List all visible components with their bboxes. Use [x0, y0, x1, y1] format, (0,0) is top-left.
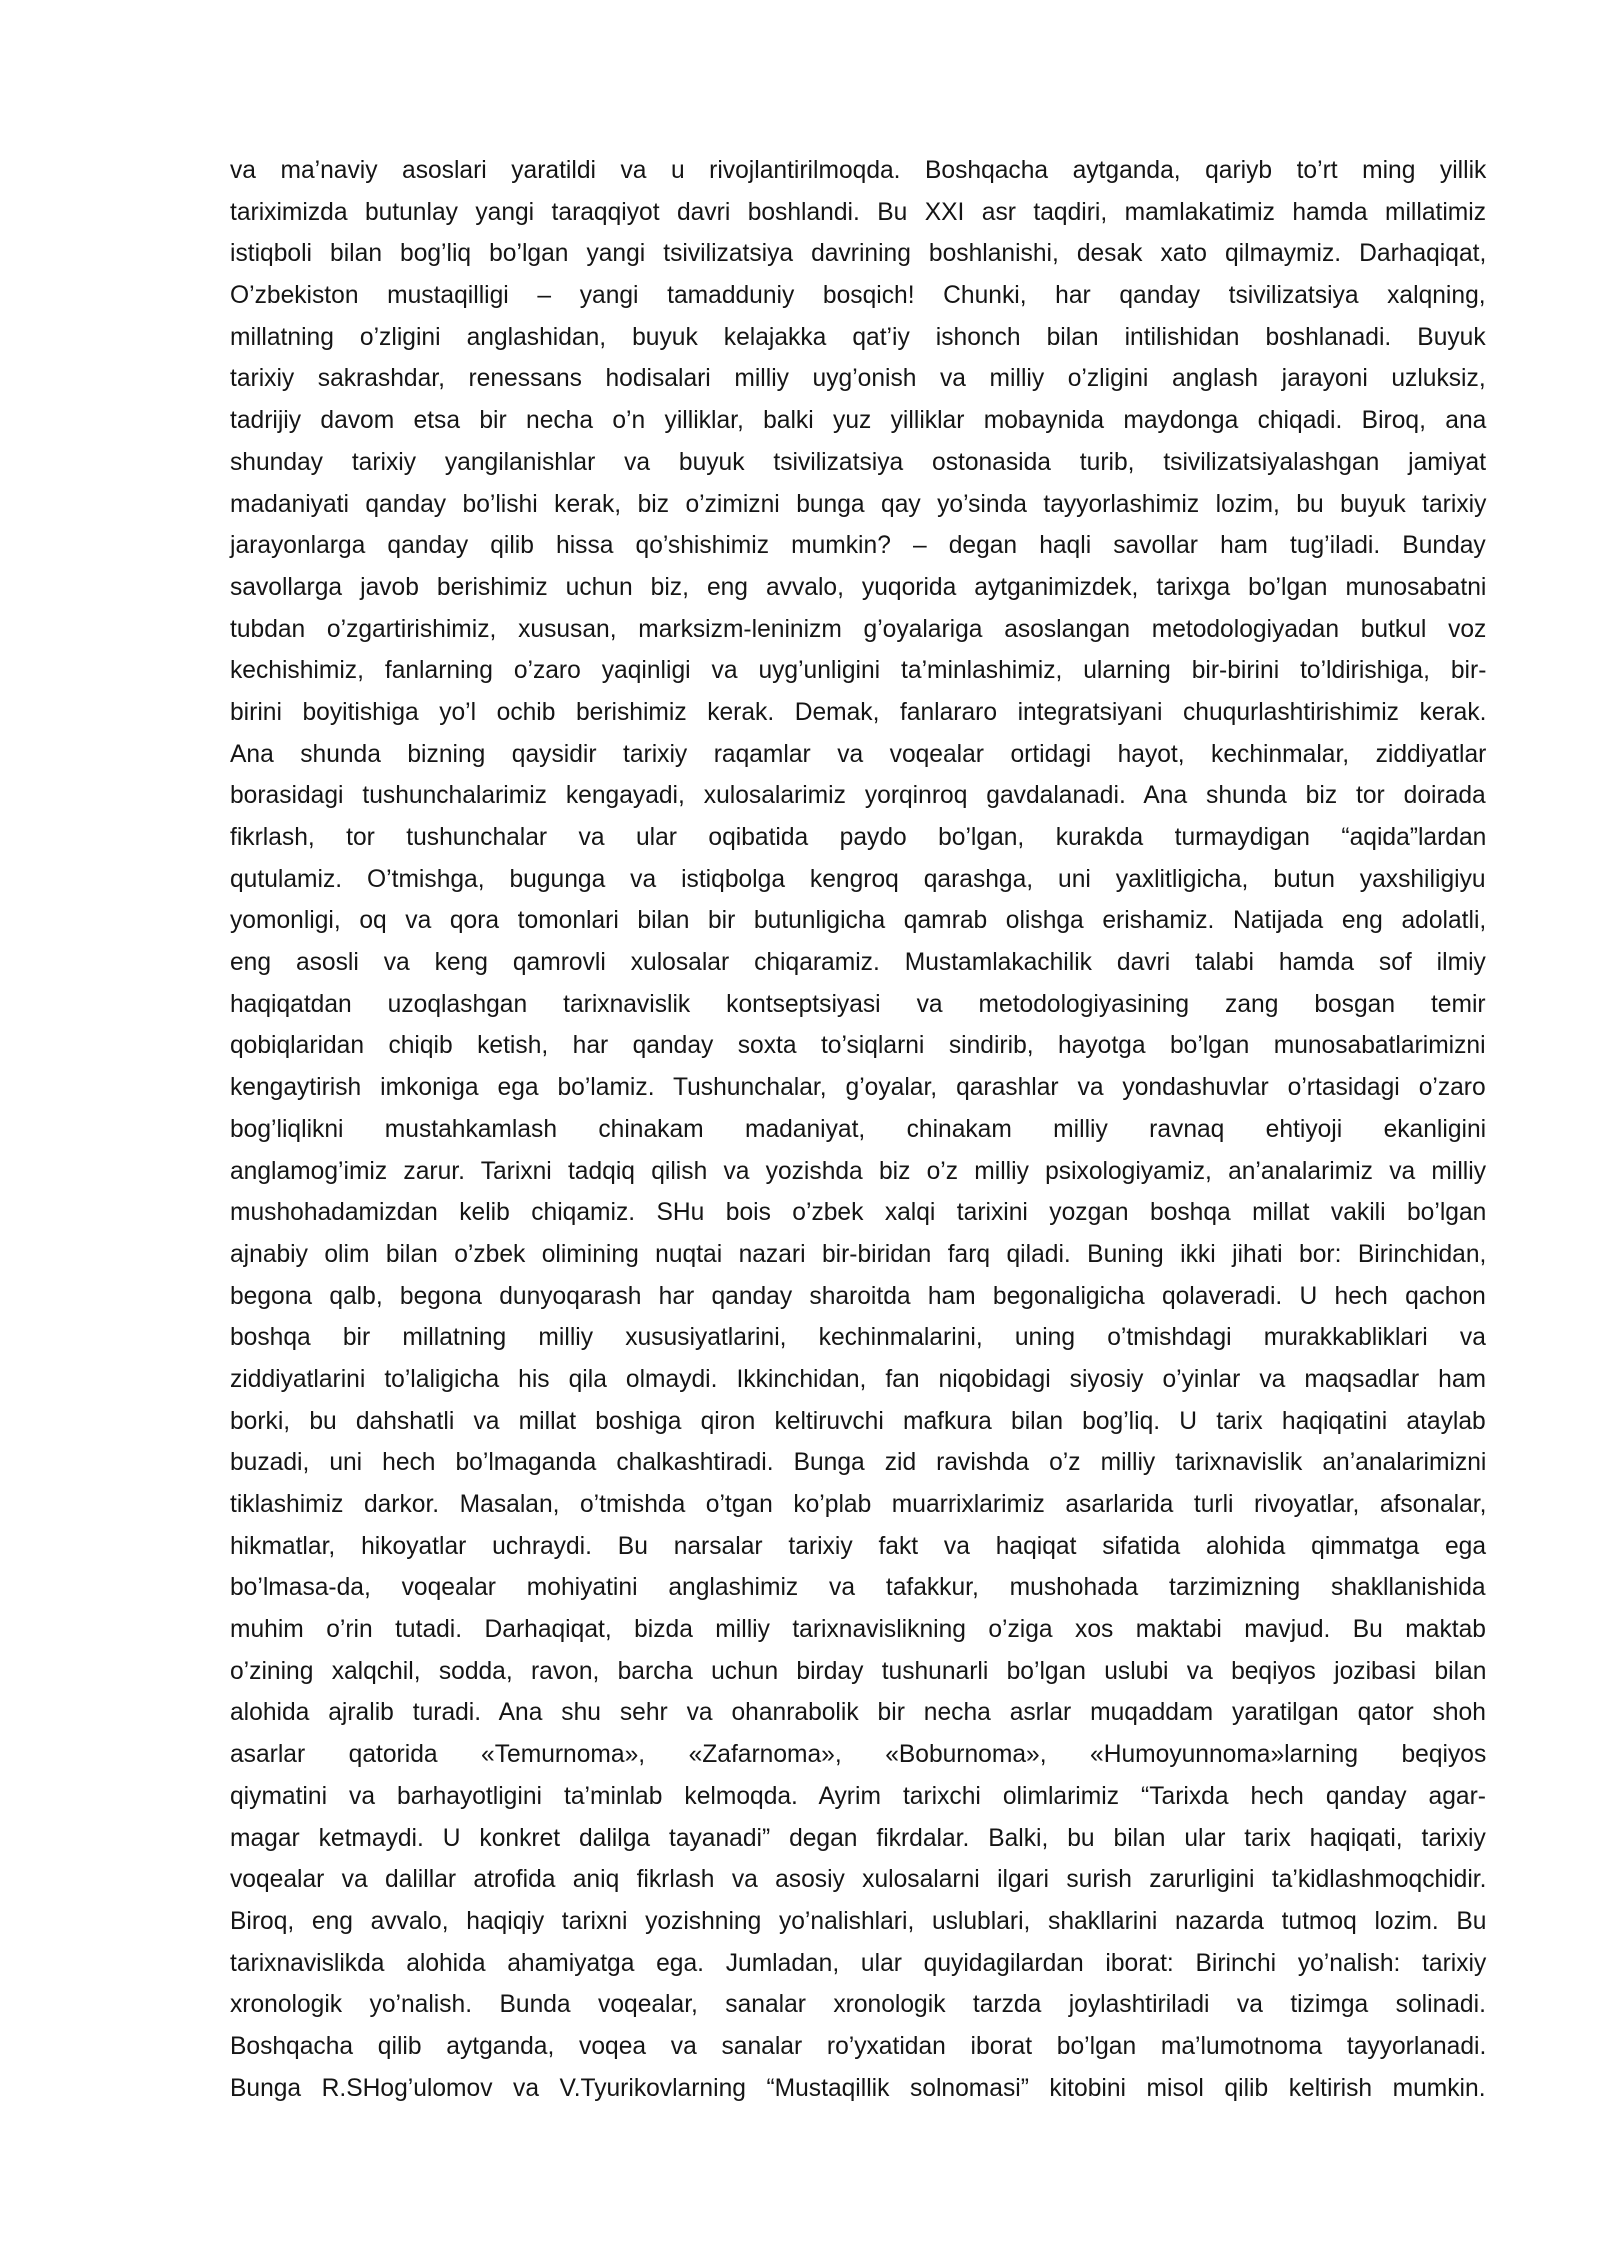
text-line: yomonligi, oq va qora tomonlari bilan bir butunligicha qamrab olishga erishamiz. Natijada eng adolatli, [230, 907, 1487, 935]
text-line: Bunga R.SHog’ulomov va V.Tyurikovlarning “Mustaqillik solnomasi” kitobini misol qilib keltirish mumkin. [230, 2074, 1486, 2102]
text-line: borki, bu dahshatli va millat boshiga qiron keltiruvchi mafkura bilan bog’liq. U tarix haqiqatini ataylab [230, 1407, 1486, 1435]
text-line: tiklashimiz darkor. Masalan, o’tmishda o’tgan ko’plab muarrixlarimiz asarlarida turli rivoyatlar, afsonalar, [230, 1491, 1487, 1518]
text-line: qutulamiz. O’tmishga, bugunga va istiqbolga kengroq qarashga, uni yaxlitligicha, butun yaxshiligiyu [230, 865, 1486, 893]
text-line: borasidagi tushunchalarimiz kengayadi, xulosalarimiz yorqinroq gavdalanadi. Ana shunda biz tor doirada [230, 782, 1486, 810]
text-line: tadrijiy davom etsa bir necha o’n yilliklar, balki yuz yilliklar mobaynida maydonga chiqadi. Biroq, ana [230, 407, 1487, 435]
text-line: kechishimiz, fanlarning o’zaro yaqinligi va uyg’unligini ta’minlashimiz, ularning bir-birini to’ldirishiga, bir- [230, 657, 1487, 685]
text-line: shunday tarixiy yangilanishlar va buyuk tsivilizatsiya ostonasida turib, tsivilizatsiyalashgan jamiyat [230, 448, 1487, 476]
text-line: Biroq, eng avvalo, haqiqiy tarixni yozishning yo’nalishlari, uslublari, shakllarini nazarda tutmoq lozim. Bu [230, 1907, 1487, 1935]
text-line: jarayonlarga qanday qilib hissa qo’shishimiz mumkin? – degan haqli savollar ham tug’iladi. Bunday [230, 532, 1486, 560]
text-line: kengaytirish imkoniga ega bo’lamiz. Tushunchalar, g’oyalar, qarashlar va yondashuvlar o’rtasidagi o’zaro [230, 1074, 1486, 1102]
text-line: hikmatlar, hikoyatlar uchraydi. Bu narsalar tarixiy fakt va haqiqat sifatida alohida qimmatga ega [230, 1532, 1487, 1560]
text-line: tarixnavislikda alohida ahamiyatga ega. Jumladan, ular quyidagilardan iborat: Birinchi yo’nalish: tarixiy [230, 1949, 1487, 1977]
text-line: tariximizda butunlay yangi taraqqiyot davri boshlandi. Bu XXI asr taqdiri, mamlakatimiz hamda millatimiz [230, 198, 1487, 226]
text-line: anglamog’imiz zarur. Tarixni tadqiq qilish va yozishda biz o’z milliy psixologiyamiz, an’analarimiz va milliy [230, 1157, 1487, 1185]
text-line: qobiqlaridan chiqib ketish, har qanday soxta to’siqlarni sindirib, hayotga bo’lgan munosabatlarimizni [230, 1032, 1486, 1060]
text-line: bo’lmasa-da, voqealar mohiyatini anglashimiz va tafakkur, mushohada tarzimizning shakllanishida [230, 1574, 1486, 1602]
text-line: asarlar qatorida «Temurnoma», «Zafarnoma», «Boburnoma», «Humoyunnoma»larning beqiyos [230, 1741, 1487, 1769]
text-line: birini boyitishiga yo’l ochib berishimiz kerak. Demak, fanlararo integratsiyani chuqurlashtirishimiz kerak. [230, 698, 1487, 726]
text-line: magar ketmaydi. U konkret dalilga tayanadi” degan fikrdalar. Balki, bu bilan ular tarix haqiqati, tarixiy [230, 1824, 1486, 1852]
text-line: ziddiyatlarini to’laligicha his qila olmaydi. Ikkinchidan, fan niqobidagi siyosiy o’yinlar va maqsadlar ham [230, 1365, 1487, 1393]
text-line: Ana shunda bizning qaysidir tarixiy raqamlar va voqealar ortidagi hayot, kechinmalar, ziddiyatlar [230, 740, 1487, 768]
text-line: begona qalb, begona dunyoqarash har qanday sharoitda ham begonaligicha qolaveradi. U hech qachon [230, 1282, 1486, 1310]
text-line: haqiqatdan uzoqlashgan tarixnavislik kontseptsiyasi va metodologiyasining zang bosgan temir [230, 990, 1486, 1018]
text-line: mushohadamizdan kelib chiqamiz. SHu bois o’zbek xalqi tarixini yozgan boshqa millat vakili bo’lgan [230, 1199, 1487, 1227]
text-line: boshqa bir millatning milliy xususiyatlarini, kechinmalarini, uning o’tmishdagi murakkabliklari va [230, 1324, 1486, 1352]
text-line: va ma’naviy asoslari yaratildi va u rivojlantirilmoqda. Boshqacha aytganda, qariyb to’rt ming yillik [230, 157, 1487, 184]
text-line: muhim o’rin tutadi. Darhaqiqat, bizda milliy tarixnavislikning o’ziga xos maktabi mavjud. Bu maktab [230, 1616, 1486, 1644]
text-line: qiymatini va barhayotligini ta’minlab kelmoqda. Ayrim tarixchi olimlarimiz “Tarixda hech qanday agar- [230, 1782, 1486, 1810]
text-line: fikrlash, tor tushunchalar va ular oqibatida paydo bo’lgan, kurakda turmaydigan “aqida”lardan [230, 824, 1487, 851]
text-line: millatning o’zligini anglashidan, buyuk kelajakka qat’iy ishonch bilan intilishidan boshlanadi. Buyuk [230, 323, 1486, 351]
body-text [230, 150, 1486, 2109]
text-line: xronologik yo’nalish. Bunda voqealar, sanalar xronologik tarzda joylashtiriladi va tizimga solinadi. [230, 1991, 1486, 2019]
text-line: madaniyati qanday bo’lishi kerak, biz o’zimizni bunga qay yo’sinda tayyorlashimiz lozim, bu buyuk tarixiy [230, 490, 1487, 518]
text-line: tubdan o’zgartirishimiz, xususan, marksizm-leninizm g’oyalariga asoslangan metodologiyadan butkul voz [230, 615, 1487, 643]
text-line: tarixiy sakrashdar, renessans hodisalari milliy uyg’onish va milliy o’zligini anglash jarayoni uzluksiz, [230, 365, 1486, 393]
text-line: alohida ajralib turadi. Ana shu sehr va ohanrabolik bir necha asrlar muqaddam yaratilgan qator shoh [230, 1699, 1486, 1727]
text-line: Boshqacha qilib aytganda, voqea va sanalar ro’yxatidan iborat bo’lgan ma’lumotnoma tayyorlanadi. [230, 2032, 1487, 2060]
text-line: bog’liqlikni mustahkamlash chinakam madaniyat, chinakam milliy ravnaq ehtiyoji ekanligini [230, 1115, 1487, 1143]
text-line: istiqboli bilan bog’liq bo’lgan yangi tsivilizatsiya davrining boshlanishi, desak xato qilmaymiz. Darhaqiqat, [230, 240, 1487, 268]
text-line: savollarga javob berishimiz uchun biz, eng avvalo, yuqorida aytganimizdek, tarixga bo’lgan munosabatni [230, 573, 1487, 601]
text-line: O’zbekiston mustaqilligi – yangi tamadduniy bosqich! Chunki, har qanday tsivilizatsiya xalqning, [230, 282, 1486, 310]
text-line: eng asosli va keng qamrovli xulosalar chiqaramiz. Mustamlakachilik davri talabi hamda sof ilmiy [230, 949, 1486, 977]
text-line: o’zining xalqchil, sodda, ravon, barcha uchun birday tushunarli bo’lgan uslubi va beqiyos jozibasi bilan [230, 1657, 1487, 1685]
text-line: buzadi, uni hech bo’lmaganda chalkashtiradi. Bunga zid ravishda o’z milliy tarixnavislik an’analarimizni [230, 1449, 1487, 1477]
text-line: ajnabiy olim bilan o’zbek olimining nuqtai nazari bir-biridan farq qiladi. Buning ikki jihati bor: Birinchidan, [230, 1240, 1487, 1268]
text-line: voqealar va dalillar atrofida aniq fikrlash va asosiy xulosalarni ilgari surish zarurligini ta’kidlashmoqchidir. [230, 1866, 1487, 1894]
